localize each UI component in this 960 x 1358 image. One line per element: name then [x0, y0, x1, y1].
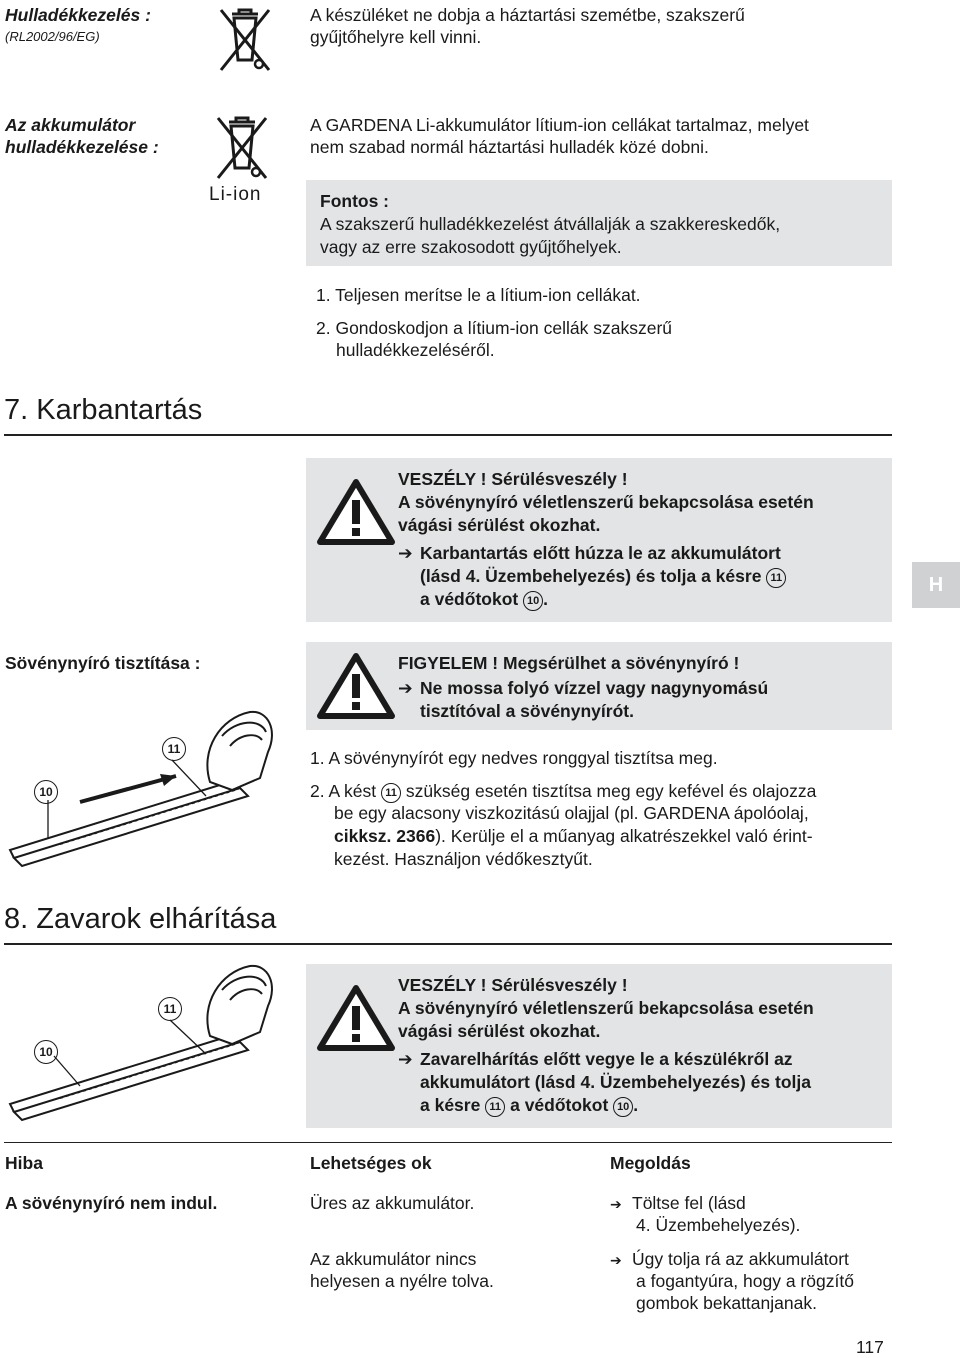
danger-instruction-line3: a védőtokot 10 . [420, 589, 548, 609]
table-row-2-remedy-line3: gombok bekattanjanak. [636, 1293, 817, 1313]
table-row-1-cause: Üres az akkumulátor. [310, 1193, 475, 1213]
caution-instruction-line1: ➔ Ne mossa folyó vízzel vagy nagynyomású [398, 678, 769, 698]
battery-bin-icon [212, 112, 272, 184]
warning-triangle-icon [316, 478, 396, 546]
caution-box-cleaning [306, 642, 892, 730]
important-note-line2: vagy az erre szakosodott gyűjtőhelyek. [320, 237, 622, 257]
cleaning-step-2-line3: cikksz. 2366). Kerülje el a műanyag alkatrészekkel való érint- [334, 826, 813, 846]
callout-11-icon: 11 [381, 783, 401, 803]
arrow-bullet-icon: ➔ [398, 678, 413, 698]
cleaning-step-2-line2: be egy alacsony viszkozitású olajjal (pl. GARDENA ápolóolaj, [334, 803, 809, 823]
cleaning-label: Sövénynyíró tisztítása : [5, 653, 201, 673]
battery-step-2-line2: hulladékkezeléséről. [336, 340, 495, 360]
arrow-bullet-icon: ➔ [610, 1196, 622, 1212]
table-header-remedy: Megoldás [610, 1153, 691, 1173]
danger-text-line1: A sövénynyíró véletlenszerű bekapcsolása esetén [398, 492, 814, 512]
battery-step-1: 1. Teljesen merítse le a lítium-ion cellákat. [316, 285, 641, 305]
danger-instruction-line2: akkumulátort (lásd 4. Üzembehelyezés) és tolja [420, 1072, 811, 1092]
table-row-2-cause-line1: Az akkumulátor nincs [310, 1249, 477, 1269]
danger-text-line2: vágási sérülést okozhat. [398, 515, 601, 535]
battery-disposal-label-line1: Az akkumulátor [5, 115, 136, 135]
callout-11-icon: 11 [766, 568, 786, 588]
danger-text-line1: A sövénynyíró véletlenszerű bekapcsolása esetén [398, 998, 814, 1018]
danger-instruction-line3: a késre 11 a védőtokot 10 . [420, 1095, 639, 1115]
arrow-bullet-icon: ➔ [398, 543, 413, 563]
disposal-text-line2: gyűjtőhelyre kell vinni. [310, 27, 482, 47]
table-row-1-remedy-line2: 4. Üzembehelyezés). [636, 1215, 801, 1235]
important-note-title: Fontos : [320, 191, 390, 211]
danger-instruction-line1: ➔ Zavarelhárítás előtt vegye le a készülékről az [398, 1049, 793, 1069]
table-row-1-fault: A sövénynyíró nem indul. [5, 1193, 218, 1213]
danger-heading: VESZÉLY ! Sérülésveszély ! [398, 469, 628, 489]
disposal-label: Hulladékkezelés : [5, 5, 151, 25]
callout-10-icon: 10 [613, 1097, 633, 1117]
cleaning-step-2-line1: 2. A kést 11 szükség esetén tisztítsa meg egy kefével és olajozza [310, 781, 817, 801]
callout-11-label: 11 [158, 997, 182, 1021]
danger-instruction-line2: (lásd 4. Üzembehelyezés) és tolja a késre 11 [420, 565, 786, 588]
danger-heading: VESZÉLY ! Sérülésveszély ! [398, 975, 628, 995]
page-number: 117 [856, 1337, 884, 1357]
table-row-2-cause-line2: helyesen a nyélre tolva. [310, 1271, 494, 1291]
crossed-bin-icon [215, 4, 275, 76]
warning-triangle-icon [316, 984, 396, 1052]
callout-10-label: 10 [34, 1040, 58, 1064]
table-header-cause: Lehetséges ok [310, 1153, 432, 1173]
battery-text-line2: nem szabad normál háztartási hulladék közé dobni. [310, 137, 709, 157]
caution-heading: FIGYELEM ! Megsérülhet a sövénynyíró ! [398, 653, 740, 673]
callout-10-icon: 10 [523, 591, 543, 611]
table-row-2-remedy-line2: a fogantyúra, hogy a rögzítő [636, 1271, 854, 1291]
callout-10-label: 10 [34, 780, 58, 804]
battery-step-2-line1: 2. Gondoskodjon a lítium-ion cellák szakszerű [316, 318, 673, 338]
cleaning-step-1: 1. A sövénynyírót egy nedves ronggyal tisztítsa meg. [310, 748, 718, 768]
disposal-text-line1: A készüléket ne dobja a háztartási szemétbe, szakszerű [310, 5, 745, 25]
danger-text-line2: vágási sérülést okozhat. [398, 1021, 601, 1041]
danger-box-troubleshooting [306, 964, 892, 1128]
callout-11-icon: 11 [485, 1097, 505, 1117]
section-title-troubleshooting: 8. Zavarok elhárítása [4, 903, 277, 935]
danger-box-maintenance [306, 458, 892, 622]
section-rule-troubleshooting [4, 943, 892, 945]
important-note-box [306, 180, 892, 266]
section-rule-maintenance [4, 434, 892, 436]
important-note-line1: A szakszerű hulladékkezelést átvállalják a szakkereskedők, [320, 214, 781, 234]
table-row-1-remedy-line1: ➔ Töltse fel (lásd [610, 1193, 746, 1213]
cleaning-step-2-line4: kezést. Használjon védőkesztyűt. [334, 849, 593, 869]
language-tab: H [912, 562, 960, 608]
warning-triangle-icon [316, 652, 396, 720]
danger-instruction-line1: ➔ Karbantartás előtt húzza le az akkumulátort [398, 543, 781, 563]
table-row-2-remedy-line1: ➔ Úgy tolja rá az akkumulátort [610, 1249, 849, 1269]
arrow-bullet-icon: ➔ [610, 1252, 622, 1268]
table-top-rule [4, 1142, 892, 1143]
disposal-sublabel: (RL2002/96/EG) [5, 29, 100, 44]
caution-instruction-line2: tisztítóval a sövénynyírót. [420, 701, 634, 721]
li-ion-caption: Li-ion [209, 184, 262, 205]
arrow-bullet-icon: ➔ [398, 1049, 413, 1069]
battery-disposal-label-line2: hulladékkezelése : [5, 137, 159, 157]
section-title-maintenance: 7. Karbantartás [4, 394, 203, 426]
callout-11-label: 11 [162, 737, 186, 761]
table-header-fault: Hiba [5, 1153, 43, 1173]
battery-text-line1: A GARDENA Li-akkumulátor lítium-ion cellákat tartalmaz, melyet [310, 115, 809, 135]
